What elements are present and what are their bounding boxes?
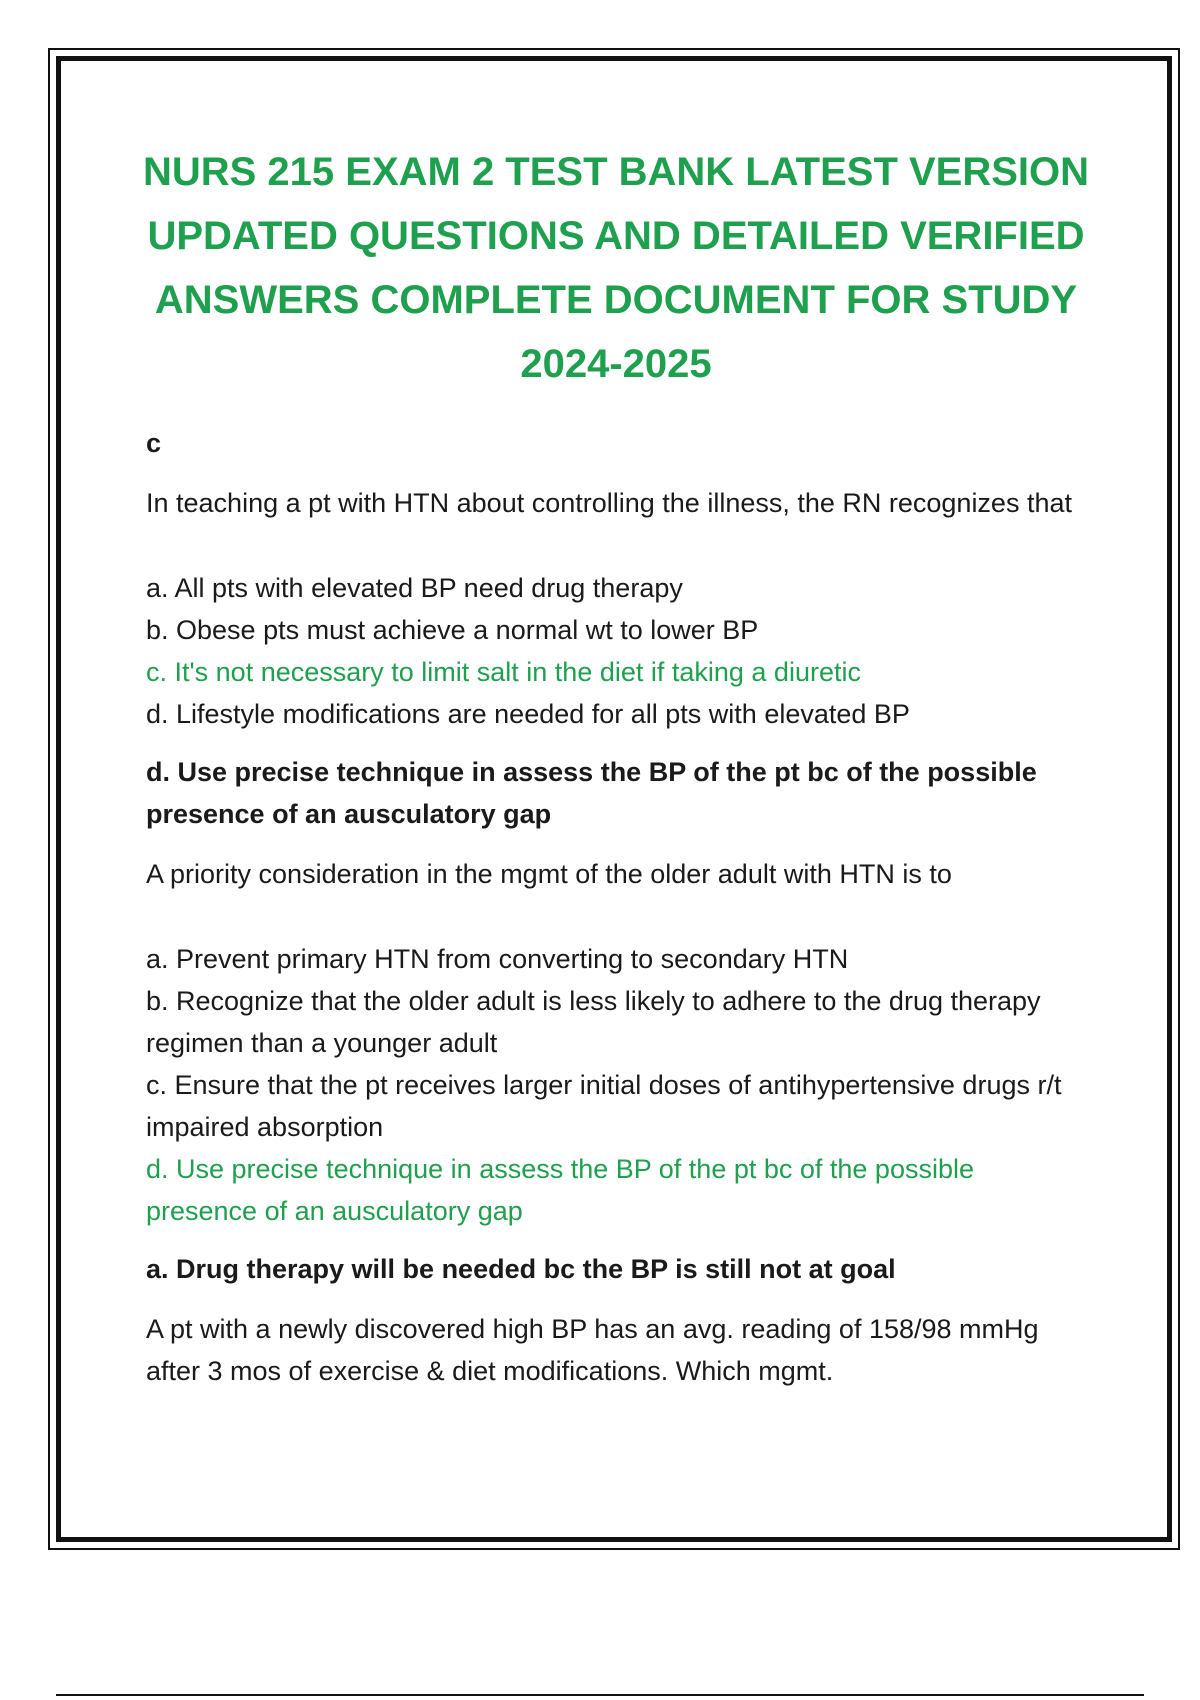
q1-option-d: d. Lifestyle modifications are needed for all pts with elevated BP xyxy=(146,699,910,729)
document-title: NURS 215 EXAM 2 TEST BANK LATEST VERSION UPDATED QUESTIONS AND DETAILED VERIFIED ANSWERS COMPLETE DOCUMENT FOR STUDY 2024-2025 xyxy=(142,150,1090,386)
q1-question: In teaching a pt with HTN about controlling the illness, the RN recognizes that xyxy=(146,488,1072,518)
document-body xyxy=(142,140,1090,1392)
q2-options xyxy=(146,938,1086,1232)
q2-answer-key: d. Use precise technique in assess the BP of the pt bc of the possible presence of an ausculatory gap xyxy=(146,757,1037,829)
footer-divider xyxy=(56,1694,1144,1696)
q2-option-b: b. Recognize that the older adult is less likely to adhere to the drug therapy regimen than a younger adult xyxy=(146,986,1041,1058)
q3-answer-key: a. Drug therapy will be needed bc the BP is still not at goal xyxy=(146,1254,896,1284)
q1-options xyxy=(146,567,1086,735)
q1-option-a: a. All pts with elevated BP need drug therapy xyxy=(146,573,683,603)
q1-answer-key: c xyxy=(146,428,162,458)
q2-question: A priority consideration in the mgmt of the older adult with HTN is to xyxy=(146,859,952,889)
q2-option-a: a. Prevent primary HTN from converting to secondary HTN xyxy=(146,944,849,974)
q1-option-c: c. It's not necessary to limit salt in the diet if taking a diuretic xyxy=(146,657,861,687)
q2-option-c: c. Ensure that the pt receives larger initial doses of antihypertensive drugs r/t impaired absorption xyxy=(146,1070,1062,1142)
q3-question: A pt with a newly discovered high BP has an avg. reading of 158/98 mmHg after 3 mos of exercise & diet modifications. Which mgmt. xyxy=(146,1314,1039,1386)
q2-option-d: d. Use precise technique in assess the BP of the pt bc of the possible presence of an ausculatory gap xyxy=(146,1154,974,1226)
q1-option-b: b. Obese pts must achieve a normal wt to lower BP xyxy=(146,615,759,645)
